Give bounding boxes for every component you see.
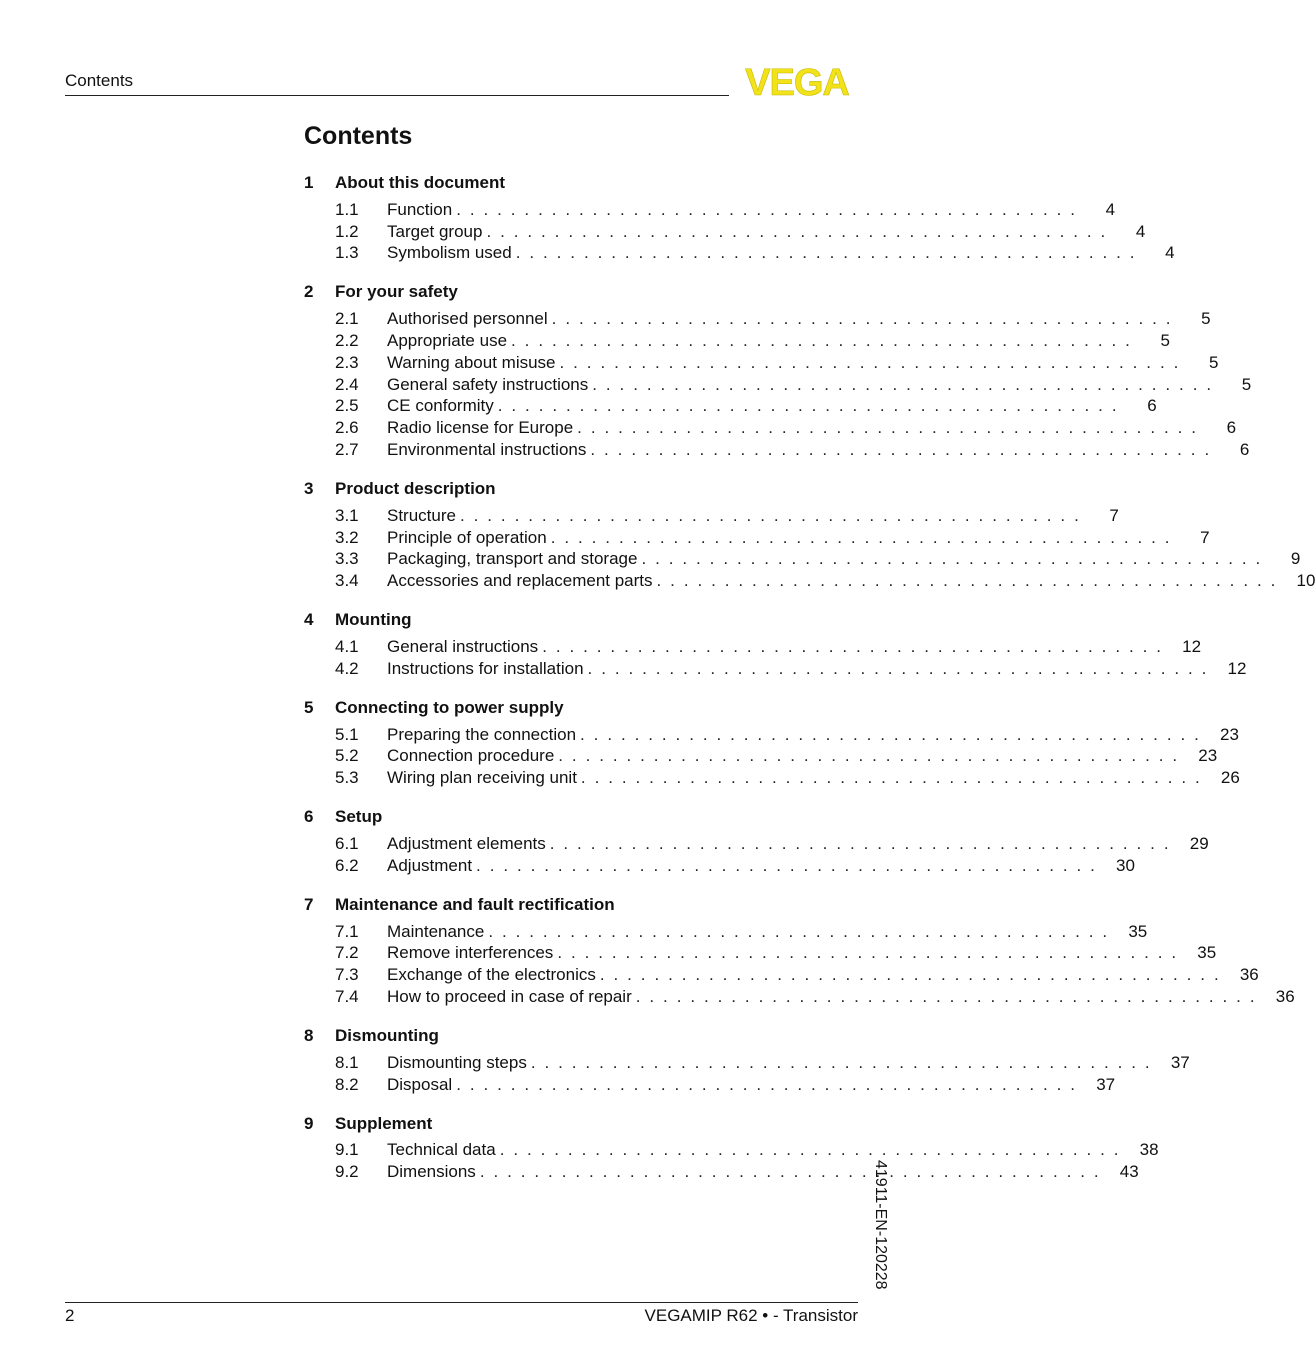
entry-page: 30 xyxy=(1116,855,1135,875)
toc-entry[interactable] xyxy=(304,855,1135,877)
entry-page: 6 xyxy=(1226,418,1237,438)
entry-page: 5 xyxy=(1241,374,1252,394)
leader-dots: . . . . . . . . . . . . . . . . . . . . . . . . . . . . . . . . . . . . . . . . . . . . . . xyxy=(459,505,1081,525)
toc-entry[interactable] xyxy=(304,505,1119,527)
leader-dots: . . . . . . . . . . . . . . . . . . . . . . . . . . . . . . . . . . . . . . . . . . . . . . xyxy=(577,418,1199,438)
entry-page: 5 xyxy=(1201,309,1211,329)
entry-title: Preparing the connection xyxy=(387,724,577,744)
entry-title: Accessories and replacement parts xyxy=(387,571,653,591)
section-heading xyxy=(304,1023,858,1049)
entry-number: 6.1 xyxy=(335,834,359,854)
entry-number: 2.4 xyxy=(335,374,359,394)
entry-number: 7.4 xyxy=(335,987,359,1007)
entry-title: Principle of operation xyxy=(387,527,547,547)
section-heading xyxy=(304,476,858,502)
leader-dots: . . . . . . . . . . . . . . . . . . . . . . . . . . . . . . . . . . . . . . . . . . . . . . xyxy=(476,855,1097,875)
entry-title: Adjustment xyxy=(387,855,473,875)
leader-dots: . . . . . . . . . . . . . . . . . . . . . . . . . . . . . . . . . . . . . . . . . . . . . . xyxy=(592,374,1214,394)
page-number: 2 xyxy=(65,1306,75,1325)
entry-page: 23 xyxy=(1198,746,1218,766)
entry-page: 10 xyxy=(1296,571,1315,591)
section-heading xyxy=(304,170,858,196)
leader-dots: . . . . . . . . . . . . . . . . . . . . . . . . . . . . . . . . . . . . . . . . . . . . . . xyxy=(590,440,1212,460)
entry-number: 3.3 xyxy=(335,549,359,569)
footer-divider xyxy=(65,1302,858,1303)
entry-number: 4.2 xyxy=(335,658,359,678)
section-title: For your safety xyxy=(335,282,458,302)
document-code: 41911-EN-120228 xyxy=(872,1160,889,1290)
toc-entry[interactable] xyxy=(304,527,1210,549)
entry-page: 4 xyxy=(1105,199,1116,219)
entry-page: 12 xyxy=(1227,658,1247,678)
section-number: 7 xyxy=(304,894,314,914)
entry-title: Environmental instructions xyxy=(387,440,587,460)
toc-entry[interactable] xyxy=(304,374,1252,396)
toc-section xyxy=(304,892,1295,1008)
toc-entry[interactable] xyxy=(304,636,1202,658)
entry-title: General safety instructions xyxy=(387,374,589,394)
toc-entry[interactable] xyxy=(304,352,1219,374)
toc-entry[interactable] xyxy=(304,767,1240,789)
entry-page: 7 xyxy=(1200,527,1210,547)
leader-dots: . . . . . . . . . . . . . . . . . . . . . . . . . . . . . . . . . . . . . . . . . . . . . . xyxy=(499,1140,1121,1160)
leader-dots: . . . . . . . . . . . . . . . . . . . . . . . . . . . . . . . . . . . . . . . . . . . . . . xyxy=(549,834,1171,854)
toc-entry[interactable] xyxy=(304,964,1259,986)
leader-dots: . . . . . . . . . . . . . . . . . . . . . . . . . . . . . . . . . . . . . . . . . . . . . . xyxy=(511,331,1132,351)
toc-entry[interactable] xyxy=(304,549,1301,571)
entry-page: 6 xyxy=(1147,396,1157,416)
leader-dots: . . . . . . . . . . . . . . . . . . . . . . . . . . . . . . . . . . . . . . . . . . . . . . xyxy=(551,309,1173,329)
entry-page: 4 xyxy=(1165,243,1175,263)
entry-page: 29 xyxy=(1189,834,1209,854)
entry-number: 1.1 xyxy=(335,199,359,219)
section-heading xyxy=(304,607,858,633)
section-heading xyxy=(304,695,858,721)
section-number: 8 xyxy=(304,1025,314,1045)
section-title: Connecting to power supply xyxy=(335,697,564,717)
leader-dots: . . . . . . . . . . . . . . . . . . . . . . . . . . . . . . . . . . . . . . . . . . . . . . xyxy=(456,199,1078,219)
entry-number: 3.2 xyxy=(335,527,359,547)
entry-page: 36 xyxy=(1239,965,1259,985)
leader-dots: . . . . . . . . . . . . . . . . . . . . . . . . . . . . . . . . . . . . . . . . . . . . . . xyxy=(641,549,1263,569)
leader-dots: . . . . . . . . . . . . . . . . . . . . . . . . . . . . . . . . . . . . . . . . . . . . . . xyxy=(515,243,1137,263)
entry-number: 7.1 xyxy=(335,921,359,941)
page-title: Contents xyxy=(304,122,413,150)
entry-page: 5 xyxy=(1160,331,1170,351)
entry-number: 4.1 xyxy=(335,637,359,657)
header-divider xyxy=(65,95,729,96)
toc-entry[interactable] xyxy=(304,1052,1190,1074)
entry-page: 5 xyxy=(1208,352,1219,372)
entry-number: 3.4 xyxy=(335,571,359,591)
entry-page: 36 xyxy=(1275,987,1295,1007)
section-number: 2 xyxy=(304,282,314,302)
entry-number: 7.3 xyxy=(335,965,359,985)
entry-page: 26 xyxy=(1220,768,1240,788)
section-number: 3 xyxy=(304,478,314,498)
entry-title: Instructions for installation xyxy=(387,658,584,678)
toc-entry[interactable] xyxy=(304,417,1237,439)
entry-page: 38 xyxy=(1139,1140,1159,1160)
entry-page: 37 xyxy=(1170,1052,1190,1072)
toc-section xyxy=(304,1111,1159,1184)
entry-number: 5.1 xyxy=(335,724,359,744)
section-number: 5 xyxy=(304,697,314,717)
section-title: Product description xyxy=(335,478,496,498)
leader-dots: . . . . . . . . . . . . . . . . . . . . . . . . . . . . . . . . . . . . . . . . . . . . . . xyxy=(599,965,1221,985)
leader-dots: . . . . . . . . . . . . . . . . . . . . . . . . . . . . . . . . . . . . . . . . . . . . . . xyxy=(530,1052,1152,1072)
section-heading xyxy=(304,804,858,830)
section-title: Setup xyxy=(335,807,383,827)
entry-title: Authorised personnel xyxy=(387,309,548,329)
entry-title: Dimensions xyxy=(387,1162,476,1182)
vega-logo xyxy=(735,62,859,104)
toc-entry[interactable] xyxy=(304,308,1211,330)
leader-dots: . . . . . . . . . . . . . . . . . . . . . . . . . . . . . . . . . . . . . . . . . . . . . . xyxy=(587,658,1209,678)
leader-dots: . . . . . . . . . . . . . . . . . . . . . . . . . . . . . . . . . . . . . . . . . . . . . . xyxy=(479,1162,1101,1182)
leader-dots: . . . . . . . . . . . . . . . . . . . . . . . . . . . . . . . . . . . . . . . . . . . . . . xyxy=(635,987,1257,1007)
entry-number: 2.6 xyxy=(335,418,359,438)
leader-dots: . . . . . . . . . . . . . . . . . . . . . . . . . . . . . . . . . . . . . . . . . . . . . . xyxy=(542,637,1164,657)
entry-title: Packaging, transport and storage xyxy=(387,549,638,569)
entry-page: 12 xyxy=(1182,637,1202,657)
toc-entry[interactable] xyxy=(304,658,1247,680)
entry-title: General instructions xyxy=(387,637,539,657)
entry-title: Symbolism used xyxy=(387,243,512,263)
toc-entry[interactable] xyxy=(304,243,1175,265)
toc-section xyxy=(304,804,1209,877)
leader-dots: . . . . . . . . . . . . . . . . . . . . . . . . . . . . . . . . . . . . . . . . . . . . . . xyxy=(497,396,1119,416)
toc-entry[interactable] xyxy=(304,1140,1159,1162)
section-heading xyxy=(304,279,858,305)
leader-dots: . . . . . . . . . . . . . . . . . . . . . . . . . . . . . . . . . . . . . . . . . . . . . . xyxy=(580,724,1201,744)
entry-number: 8.2 xyxy=(335,1074,359,1094)
toc-entry[interactable] xyxy=(304,199,1116,221)
toc-entry[interactable] xyxy=(304,1161,1139,1183)
toc-entry[interactable] xyxy=(304,330,1170,352)
toc-entry[interactable] xyxy=(304,986,1295,1008)
entry-title: Adjustment elements xyxy=(387,834,546,854)
entry-page: 9 xyxy=(1290,549,1301,569)
toc-entry[interactable] xyxy=(304,943,1217,965)
section-heading xyxy=(304,892,858,918)
toc-section xyxy=(304,170,1175,264)
section-title: Maintenance and fault rectification xyxy=(335,894,615,914)
entry-number: 9.1 xyxy=(335,1140,359,1160)
toc-entry[interactable] xyxy=(304,746,1218,768)
entry-number: 9.2 xyxy=(335,1162,359,1182)
entry-number: 7.2 xyxy=(335,943,359,963)
leader-dots: . . . . . . . . . . . . . . . . . . . . . . . . . . . . . . . . . . . . . . . . . . . . . . xyxy=(656,571,1278,591)
svg-text:VEGA: VEGA xyxy=(745,62,849,104)
entry-title: Wiring plan receiving unit xyxy=(387,768,577,788)
entry-title: Warning about misuse xyxy=(387,352,556,372)
entry-number: 2.7 xyxy=(335,440,359,460)
entry-page: 23 xyxy=(1220,724,1239,744)
section-heading xyxy=(304,1111,858,1137)
entry-title: CE conformity xyxy=(387,396,494,416)
entry-page: 37 xyxy=(1096,1074,1116,1094)
leader-dots: . . . . . . . . . . . . . . . . . . . . . . . . . . . . . . . . . . . . . . . . . . . . . . xyxy=(557,943,1179,963)
entry-title: Maintenance xyxy=(387,921,485,941)
section-number: 1 xyxy=(304,173,314,192)
table-of-contents xyxy=(304,170,1315,1198)
leader-dots: . . . . . . . . . . . . . . . . . . . . . . . . . . . . . . . . . . . . . . . . . . . . . . xyxy=(488,921,1110,941)
entry-number: 5.2 xyxy=(335,746,359,766)
section-title: Dismounting xyxy=(335,1025,439,1045)
entry-number: 2.1 xyxy=(335,309,359,329)
leader-dots: . . . . . . . . . . . . . . . . . . . . . . . . . . . . . . . . . . . . . . . . . . . . . . xyxy=(580,768,1202,788)
entry-number: 3.1 xyxy=(335,505,359,525)
entry-title: Structure xyxy=(387,505,456,525)
entry-number: 5.3 xyxy=(335,768,359,788)
leader-dots: . . . . . . . . . . . . . . . . . . . . . . . . . . . . . . . . . . . . . . . . . . . . . . xyxy=(558,746,1180,766)
entry-title: Remove interferences xyxy=(387,943,554,963)
toc-entry[interactable] xyxy=(304,1074,1116,1096)
entry-page: 35 xyxy=(1128,921,1148,941)
toc-entry[interactable] xyxy=(304,570,1315,592)
entry-title: Radio license for Europe xyxy=(387,418,574,438)
entry-title: Connection procedure xyxy=(387,746,555,766)
entry-page: 4 xyxy=(1135,221,1146,241)
leader-dots: . . . . . . . . . . . . . . . . . . . . . . . . . . . . . . . . . . . . . . . . . . . . . . xyxy=(456,1074,1078,1094)
leader-dots: . . . . . . . . . . . . . . . . . . . . . . . . . . . . . . . . . . . . . . . . . . . . . . xyxy=(559,352,1181,372)
toc-entry[interactable] xyxy=(304,833,1209,855)
entry-number: 6.2 xyxy=(335,855,359,875)
toc-section xyxy=(304,607,1247,680)
entry-title: Appropriate use xyxy=(387,331,508,351)
entry-number: 2.5 xyxy=(335,396,359,416)
entry-page: 7 xyxy=(1109,505,1119,525)
section-title: About this document xyxy=(335,173,505,192)
leader-dots: . . . . . . . . . . . . . . . . . . . . . . . . . . . . . . . . . . . . . . . . . . . . . . xyxy=(486,221,1108,241)
section-title: Mounting xyxy=(335,610,412,630)
entry-number: 2.2 xyxy=(335,331,359,351)
entry-number: 2.3 xyxy=(335,352,359,372)
entry-title: How to proceed in case of repair xyxy=(387,987,632,1007)
entry-title: Disposal xyxy=(387,1074,453,1094)
section-number: 9 xyxy=(304,1113,314,1133)
toc-entry[interactable] xyxy=(304,921,1148,943)
document-name: VEGAMIP R62 • - Transistor xyxy=(644,1306,858,1325)
entry-page: 43 xyxy=(1119,1162,1139,1182)
toc-section xyxy=(304,1023,1190,1096)
entry-title: Target group xyxy=(387,221,483,241)
toc-entry[interactable] xyxy=(304,396,1157,418)
toc-entry[interactable] xyxy=(304,439,1250,461)
leader-dots: . . . . . . . . . . . . . . . . . . . . . . . . . . . . . . . . . . . . . . . . . . . . . . xyxy=(550,527,1172,547)
entry-title: Technical data xyxy=(387,1140,496,1160)
toc-section xyxy=(304,695,1240,789)
running-header: Contents xyxy=(65,71,134,90)
entry-title: Dismounting steps xyxy=(387,1052,527,1072)
entry-page: 35 xyxy=(1197,943,1217,963)
toc-entry[interactable] xyxy=(304,724,1239,746)
toc-entry[interactable] xyxy=(304,221,1146,243)
entry-number: 1.3 xyxy=(335,243,359,263)
entry-number: 8.1 xyxy=(335,1052,359,1072)
toc-section xyxy=(304,279,1252,461)
entry-number: 1.2 xyxy=(335,221,359,241)
section-title: Supplement xyxy=(335,1113,433,1133)
entry-title: Exchange of the electronics xyxy=(387,965,596,985)
section-number: 4 xyxy=(304,610,314,630)
entry-page: 6 xyxy=(1239,440,1250,460)
entry-title: Function xyxy=(387,199,453,219)
toc-section xyxy=(304,476,1315,592)
section-number: 6 xyxy=(304,807,314,827)
